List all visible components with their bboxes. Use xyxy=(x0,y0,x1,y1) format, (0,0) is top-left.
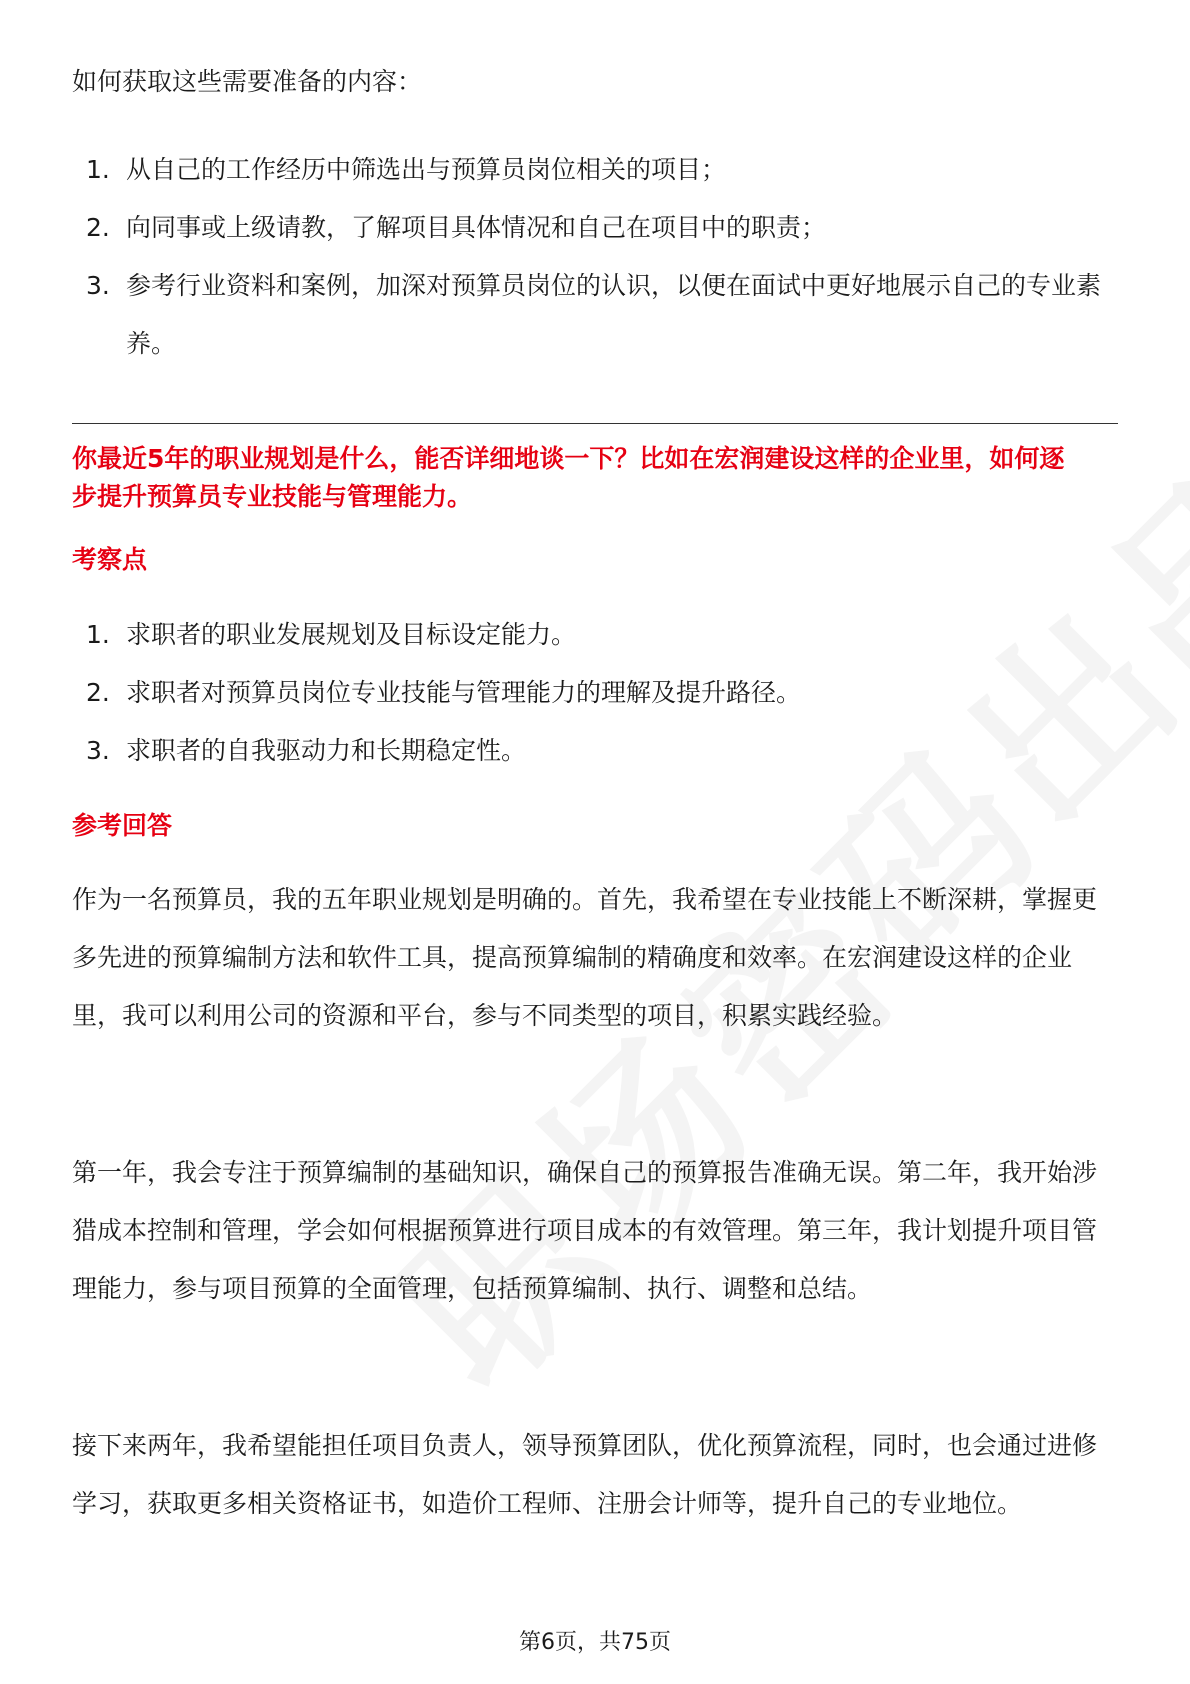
points-label: 考察点 xyxy=(72,545,148,574)
answer-paragraph: 第一年，我会专注于预算编制的基础知识，确保自己的预算报告准确无误。第二年，我开始涉猎成本控制和管理，学会如何根据预算进行项目成本的有效管理。第三年，我计划提升项目管理能力，参与项目预算的全面管理，包括预算编制、执行、调整和总结。 xyxy=(72,1158,1098,1303)
prep-steps-list xyxy=(72,141,1118,373)
list-number: 2. xyxy=(86,678,110,707)
points-list xyxy=(72,606,1118,780)
list-item-text: 求职者的自我驱动力和长期稳定性。 xyxy=(126,736,527,765)
list-item-text: 求职者的职业发展规划及目标设定能力。 xyxy=(126,620,577,649)
list-item-text: 向同事或上级请教，了解项目具体情况和自己在项目中的职责； xyxy=(126,213,827,242)
list-number: 2. xyxy=(86,213,110,242)
list-item xyxy=(72,606,1118,664)
list-item xyxy=(72,722,1118,780)
list-item-text: 求职者对预算员岗位专业技能与管理能力的理解及提升路径。 xyxy=(126,678,802,707)
list-item-text: 参考行业资料和案例，加深对预算员岗位的认识，以便在面试中更好地展示自己的专业素养。 xyxy=(126,271,1102,358)
list-item xyxy=(72,257,1118,373)
list-item xyxy=(72,664,1118,722)
answer-paragraph: 接下来两年，我希望能担任项目负责人，领导预算团队，优化预算流程，同时，也会通过进修学习，获取更多相关资格证书，如造价工程师、注册会计师等，提升自己的专业地位。 xyxy=(72,1431,1098,1518)
list-number: 1. xyxy=(86,155,110,184)
section-divider xyxy=(72,423,1118,424)
list-number: 1. xyxy=(86,620,110,649)
list-number: 3. xyxy=(86,736,110,765)
answer-label: 参考回答 xyxy=(72,811,173,840)
list-item-text: 从自己的工作经历中筛选出与预算员岗位相关的项目； xyxy=(126,155,727,184)
list-item xyxy=(72,199,1118,257)
page-footer: 第6页，共75页 xyxy=(519,1630,671,1655)
list-item xyxy=(72,141,1118,199)
list-number: 3. xyxy=(86,271,110,300)
question-heading: 你最近5年的职业规划是什么，能否详细地谈一下？比如在宏润建设这样的企业里，如何逐步提升预算员专业技能与管理能力。 xyxy=(72,444,1065,511)
answer-paragraph: 作为一名预算员，我的五年职业规划是明确的。首先，我希望在专业技能上不断深耕，掌握更多先进的预算编制方法和软件工具，提高预算编制的精确度和效率。在宏润建设这样的企业里，我可以利用公司的资源和平台，参与不同类型的项目，积累实践经验。 xyxy=(72,885,1098,1030)
document-page xyxy=(72,0,1118,1684)
intro-text: 如何获取这些需要准备的内容： xyxy=(72,67,423,96)
